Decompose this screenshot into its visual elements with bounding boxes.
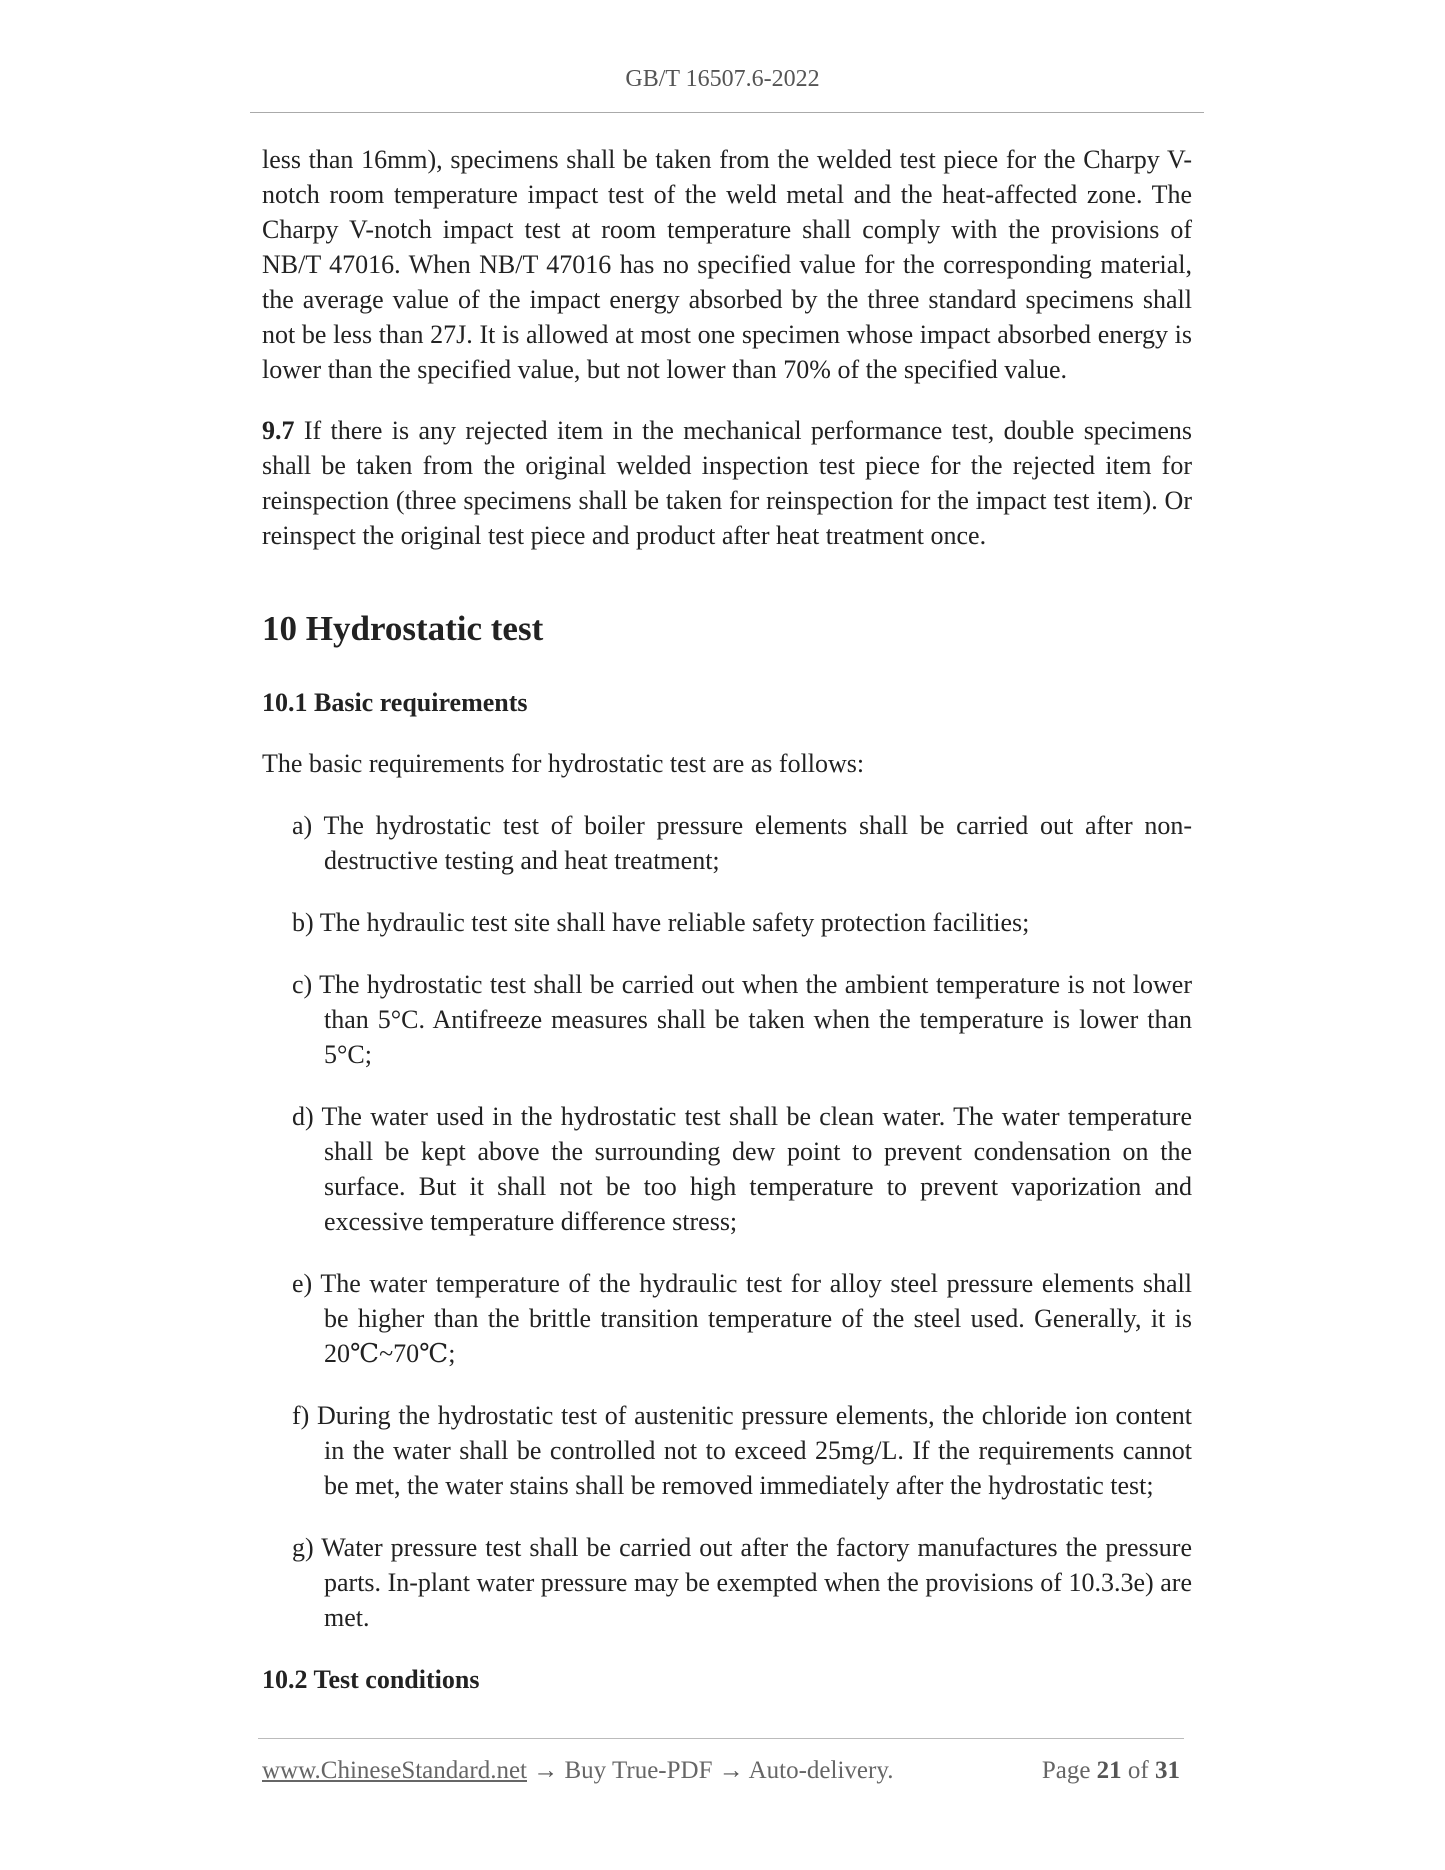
page-content [262,142,1192,1697]
section-title: 10 Hydrostatic test [262,609,544,648]
page-word: Page [1041,1757,1091,1784]
list-item-g: g) Water pressure test shall be carried out after the factory manufactures the pressure parts. In-plant water pressure may be exempted when the provisions of 10.3.3e) are met. [292,1533,1192,1632]
header-divider [250,112,1204,113]
buy-pdf-text: Buy True-PDF [564,1757,713,1784]
footer-divider [258,1738,1184,1739]
arrow-right-icon: → [533,1757,559,1784]
arrow-right-icon: → [718,1757,744,1784]
clause-9-7 [262,413,1192,553]
page-indicator [1042,1757,1180,1785]
list-item-f: f) During the hydrostatic test of austenitic pressure elements, the chloride ion content in the water shall be controlled not to exceed 25mg/L. If the requirements cannot be met, the water stains shall be removed immediately after the hydrostatic test; [292,1401,1192,1500]
list-item-e: e) The water temperature of the hydraulic test for alloy steel pressure elements shall be higher than the brittle transition temperature of the steel used. Generally, it is 20℃~70℃; [292,1269,1192,1368]
delivery-text: Auto-delivery. [748,1757,894,1784]
subsection-title-10-2: 10.2 Test conditions [262,1665,480,1694]
footer-promo [262,1757,893,1785]
clause-text: If there is any rejected item in the mechanical performance test, double specimens shall be taken from the original welded inspection test piece for the rejected item for reinspection (three specimens shall be taken for reinspection for the impact test item). Or reinspect the original test piece and product after heat treatment once. [262,416,1192,550]
list-item-a: a) The hydrostatic test of boiler pressure elements shall be carried out after non-destructive testing and heat treatment; [292,811,1192,875]
document-header: GB/T 16507.6-2022 [625,66,820,92]
list-item-c: c) The hydrostatic test shall be carried out when the ambient temperature is not lower than 5°C. Antifreeze measures shall be taken when the temperature is lower than 5°C; [292,970,1192,1069]
list-item-d: d) The water used in the hydrostatic test shall be clean water. The water temperature shall be kept above the surrounding dew point to prevent condensation on the surface. But it shall not be too high temperature to prevent vaporization and excessive temperature difference stress; [292,1102,1192,1236]
intro-paragraph: The basic requirements for hydrostatic test are as follows: [262,749,865,778]
list-item-b: b) The hydraulic test site shall have reliable safety protection facilities; [292,908,1030,937]
subsection-title-10-1: 10.1 Basic requirements [262,688,528,717]
of-word: of [1127,1757,1149,1784]
continued-paragraph: less than 16mm), specimens shall be taken from the welded test piece for the Charpy V-notch room temperature impact test of the weld metal and the heat-affected zone. The Charpy V-notch impact test at room temperature shall comply with the provisions of NB/T 47016. When NB/T 47016 has no specified value for the corresponding material, the average value of the impact energy absorbed by the three standard specimens shall not be less than 27J. It is allowed at most one specimen whose impact absorbed energy is lower than the specified value, but not lower than 70% of the specified value. [262,145,1192,384]
clause-number: 9.7 [262,416,295,445]
page-total: 31 [1155,1757,1180,1784]
website-link[interactable]: www.ChineseStandard.net [262,1757,527,1784]
requirements-list [262,808,1192,1635]
page-current: 21 [1096,1757,1122,1784]
